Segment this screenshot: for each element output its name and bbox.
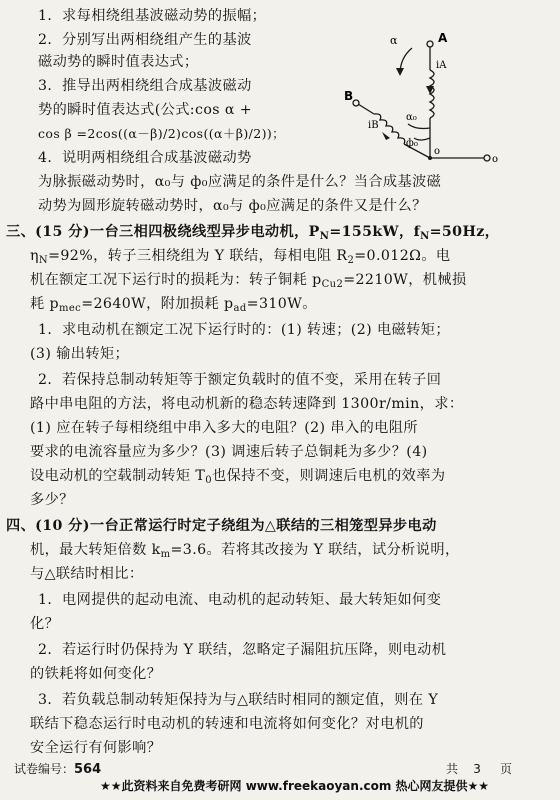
q3-sub-2f: 多少？ — [30, 492, 74, 508]
q4-header-line: 四、(10 分)一台正常运行时定子绕组为△联结的三相笼型异步电动 — [6, 518, 437, 534]
q4-line-3: 与△联结时相比： — [30, 566, 144, 582]
q4-sub-1a: 1．电网提供的起动电流、电动机的起动转矩、最大转矩如何变 — [38, 592, 442, 608]
q2-item-3c: cos β =2cos((α－β)/2)cos((α＋β)/2))； — [38, 126, 286, 141]
q2-item-1: 1．求每相绕组基波磁动势的振幅； — [38, 8, 267, 24]
q4-sub-3b: 联结下稳态运行时电动机的转速和电流将如何变化？对电机的 — [30, 716, 424, 732]
q3-line-3: 机在额定工况下运行时的损耗为：转子铜耗 $p_{Cu2}=2210W$，机械损 — [30, 272, 467, 290]
q2-item-3b: 势的瞬时值表达式(公式:cos α + — [38, 102, 253, 118]
q2-item-4c: 动势为圆形旋转磁动势时，α₀与 ф₀应满足的条件又是什么？ — [38, 198, 427, 214]
q4-sub-3a: 3．若负载总制动转矩保持为与△联结时相同的额定值，则在 Y — [38, 692, 439, 708]
label-iB: iB — [368, 120, 379, 131]
exam-number: 试卷编号：564 — [14, 762, 102, 777]
q3-sub-1a: 1．求电动机在额定工况下运行时的：(1) 转速；(2) 电磁转矩； — [38, 322, 450, 338]
q3-sub-2a: 2．若保持总制动转矩等于额定负载时的值不变，采用在转子回 — [38, 372, 442, 388]
q2-item-2b: 磁动势的瞬时值表达式； — [38, 54, 199, 70]
label-phi0: ф₀ — [406, 138, 418, 149]
q3-sub-2b: 路中串电阻的方法，将电动机新的稳态转速降到 1300r/min，求： — [30, 396, 464, 412]
q2-item-4b: 为脉振磁动势时，α₀与 ф₀应满足的条件是什么？当合成基波磁 — [38, 174, 442, 190]
label-o-terminal: o — [492, 154, 499, 165]
q3-line-2: $\eta_N=92\%$，转子三相绕组为 Y 联结，每相电阻 $R_2=0.012\Omega$。电 — [30, 248, 451, 266]
page-count: 共 3 页 — [446, 762, 513, 776]
label-o-neutral: o — [434, 146, 441, 157]
q3-sub-2c: (1) 应在转子每相绕组中串入多大的电阻？(2) 串入的电阻所 — [30, 420, 418, 436]
q2-item-3a: 3．推导出两相绕组合成基波磁动 — [38, 78, 252, 94]
label-A: A — [438, 31, 448, 45]
q4-line-2: 机，最大转矩倍数 $k_m=3.6$。若将其改接为 Y 联结，试分析说明， — [30, 542, 460, 560]
label-B: B — [344, 89, 354, 103]
q4-sub-1b: 化？ — [30, 616, 60, 632]
label-alpha: α — [390, 34, 398, 47]
q3-sub-2d: 要求的电流容量应为多少？(3) 调速后转子总铜耗为多少？(4) — [30, 444, 428, 460]
q3-sub-1b: (3) 输出转矩； — [30, 346, 130, 362]
q3-line-4: 耗 $p_{mec}=2640W$，附加损耗 $p_{ad}=310W$。 — [30, 296, 317, 314]
q4-sub-2b: 的铁耗将如何变化？ — [30, 666, 162, 682]
q2-item-2a: 2．分别写出两相绕组产生的基波 — [38, 32, 252, 48]
q3-sub-2e: 设电动机的空载制动转矩 $T_0$也保持不变，则调速后电机的效率为 — [30, 468, 446, 486]
q4-sub-2a: 2．若运行时仍保持为 Y 联结，忽略定子漏阻抗压降，则电动机 — [38, 642, 447, 658]
label-iA: iA — [436, 60, 447, 71]
source-banner: ★★此资料来自免费考研网 www.freekaoyan.com 热心网友提供★★ — [100, 779, 490, 793]
label-alpha0: α₀ — [406, 112, 417, 123]
q3-header-line: 三、(15 分)一台三相四极绕线型异步电动机，$P_N=155kW$，$f_N=50Hz$， — [6, 224, 500, 242]
q2-item-4a: 4．说明两相绕组合成基波磁动势 — [38, 150, 252, 166]
q4-sub-3c: 安全运行有何影响？ — [30, 740, 162, 756]
two-phase-winding-diagram — [340, 28, 550, 188]
